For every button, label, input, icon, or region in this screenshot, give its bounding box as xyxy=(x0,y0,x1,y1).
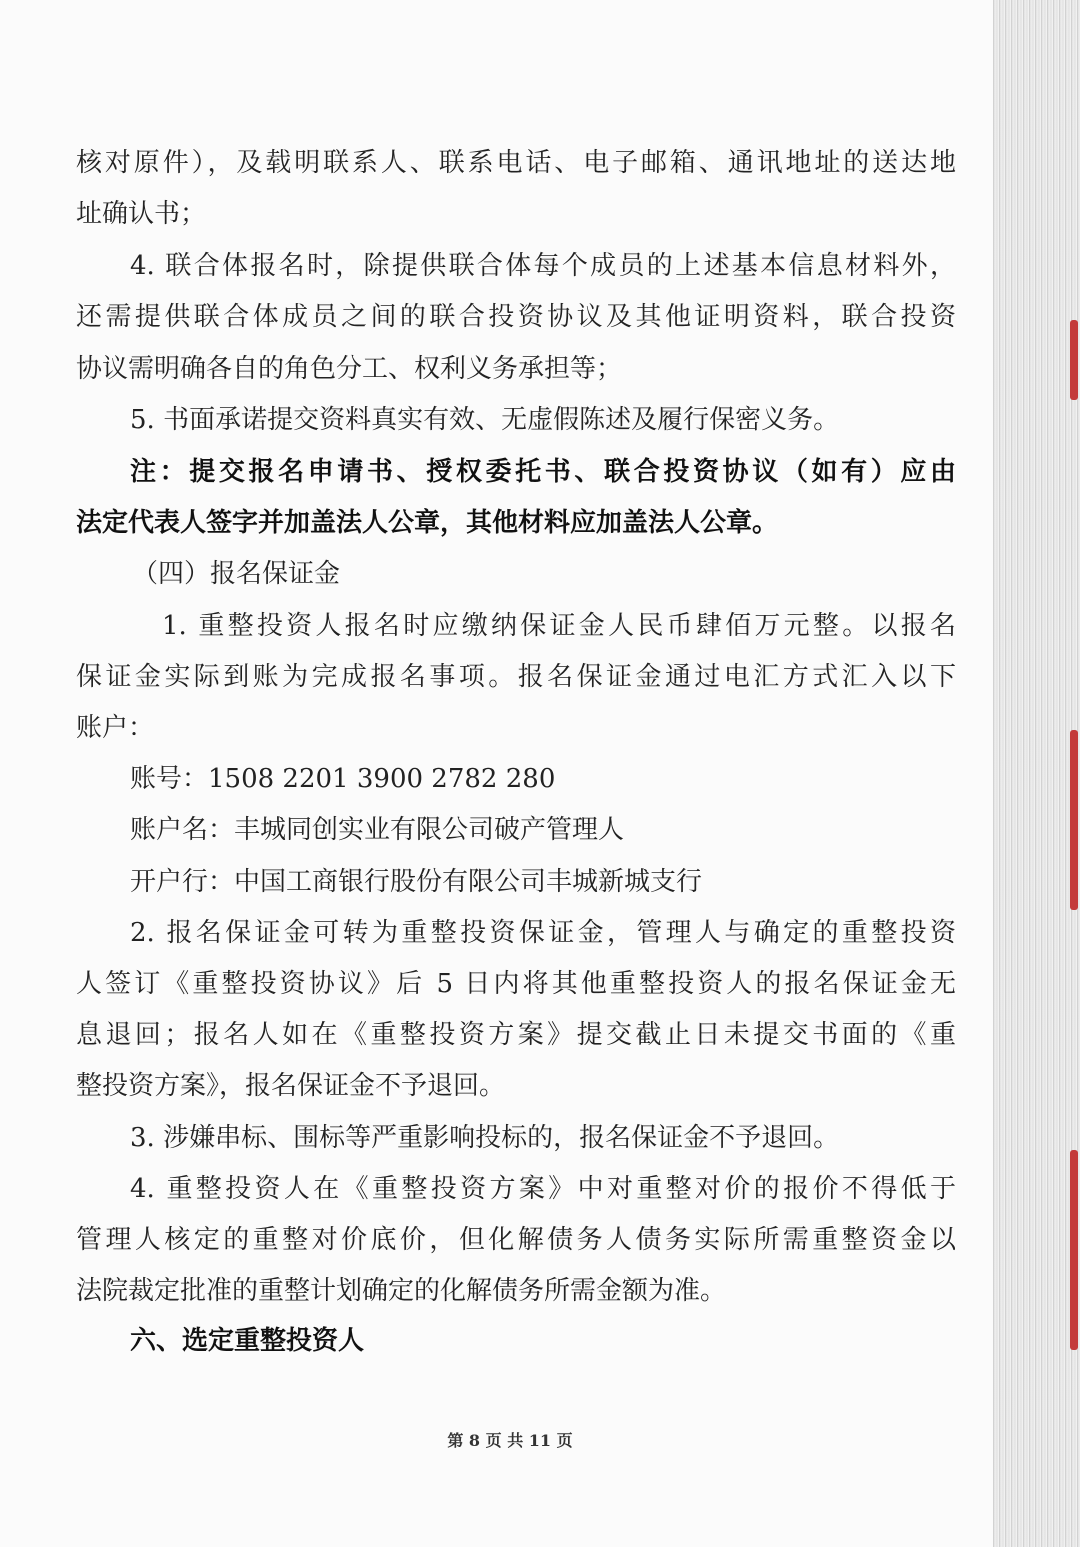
text-line-2: 址确认书； xyxy=(76,199,207,229)
text-line-1: 核对原件），及载明联系人、联系电话、电子邮箱、通讯地址的送达地 xyxy=(76,148,956,178)
text-line-3: 4. 联合体报名时，除提供联合体每个成员的上述基本信息材料外， xyxy=(130,251,956,281)
note-line-2: 法定代表人签字并加盖法人公章，其他材料应加盖法人公章。 xyxy=(76,508,779,538)
text-line-18: 息退回；报名人如在《重整投资方案》提交截止日未提交书面的《重 xyxy=(76,1020,956,1050)
text-line-5: 协议需明确各自的角色分工、权利义务承担等； xyxy=(76,354,623,384)
text-line-16: 2. 报名保证金可转为重整投资保证金，管理人与确定的重整投资 xyxy=(130,918,956,948)
text-line-21: 4. 重整投资人在《重整投资方案》中对重整对价的报价不得低于 xyxy=(130,1174,956,1204)
text-line-10: 1. 重整投资人报名时应缴纳保证金人民币肆佰万元整。以报名 xyxy=(162,611,956,641)
note-line-1: 注：提交报名申请书、授权委托书、联合投资协议（如有）应由 xyxy=(130,457,956,487)
page-number: 第 8 页 共 11 页 xyxy=(447,1431,573,1450)
text-line-17: 人签订《重整投资协议》后 5 日内将其他重整投资人的报名保证金无 xyxy=(76,969,956,999)
account-number: 账号：1508 2201 3900 2782 280 xyxy=(130,764,556,794)
seal-fragment-3 xyxy=(1070,1150,1078,1350)
text-line-22: 管理人核定的重整对价底价，但化解债务人债务实际所需重整资金以 xyxy=(76,1225,956,1255)
seal-fragment-1 xyxy=(1070,320,1078,400)
account-name: 账户名：丰城同创实业有限公司破产管理人 xyxy=(130,815,625,845)
text-line-6: 5. 书面承诺提交资料真实有效、无虚假陈述及履行保密义务。 xyxy=(130,405,840,435)
page-edge-stack xyxy=(993,0,1080,1547)
section-heading-6: 六、选定重整投资人 xyxy=(130,1326,365,1356)
text-line-23: 法院裁定批准的重整计划确定的化解债务所需金额为准。 xyxy=(76,1276,727,1306)
text-line-11: 保证金实际到账为完成报名事项。报名保证金通过电汇方式汇入以下 xyxy=(76,662,956,692)
text-line-20: 3. 涉嫌串标、围标等严重影响投标的，报名保证金不予退回。 xyxy=(130,1123,840,1153)
text-line-19: 整投资方案》，报名保证金不予退回。 xyxy=(76,1071,506,1101)
text-line-12: 账户： xyxy=(76,713,155,743)
section-heading-4: （四）报名保证金 xyxy=(132,559,341,589)
account-bank: 开户行：中国工商银行股份有限公司丰城新城支行 xyxy=(130,867,703,897)
text-line-4: 还需提供联合体成员之间的联合投资协议及其他证明资料，联合投资 xyxy=(76,302,956,332)
seal-fragment-2 xyxy=(1070,730,1078,910)
